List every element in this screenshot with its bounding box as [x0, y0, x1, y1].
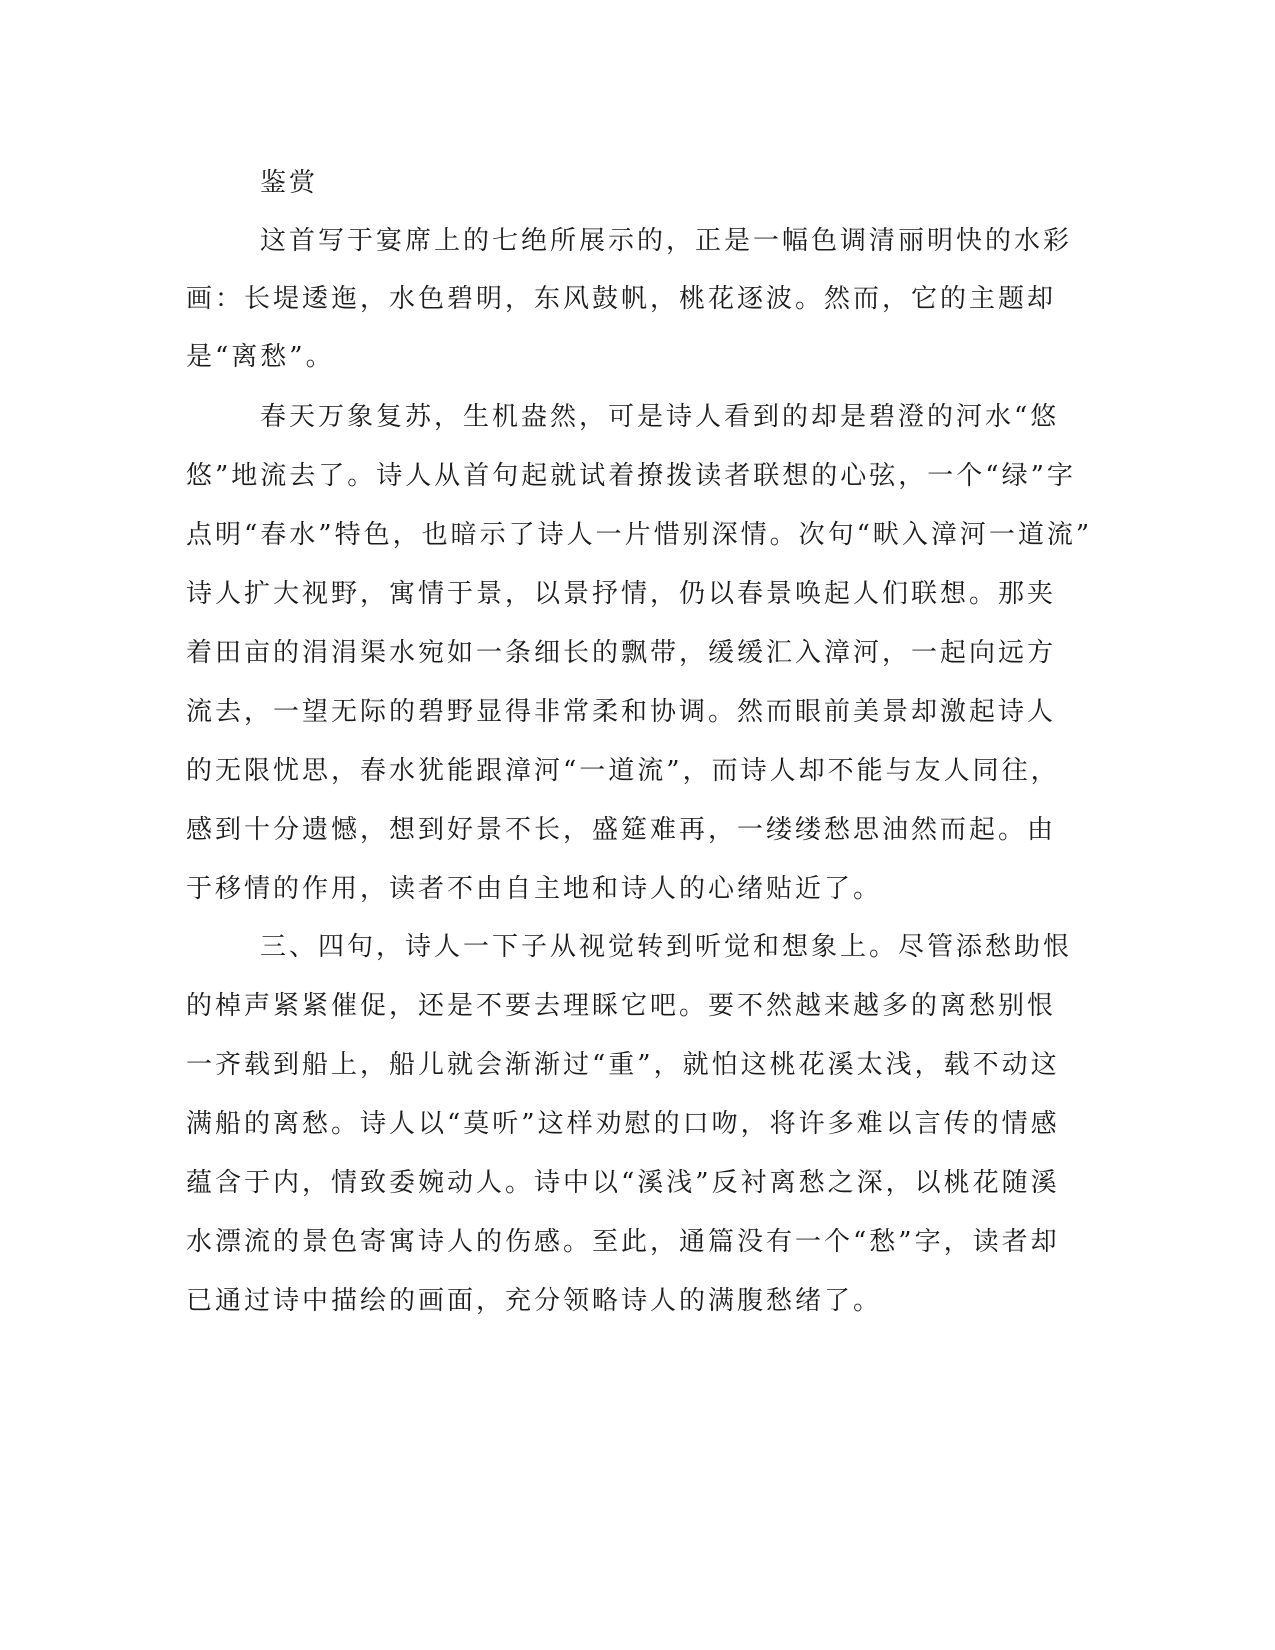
section-heading: 鉴赏	[260, 168, 319, 198]
paragraph-line: 于移情的作用，读者不由自主地和诗人的心绪贴近了。	[186, 874, 883, 904]
paragraph-line: 画：长堤逶迤，水色碧明，东风鼓帆，桃花逐波。然而，它的主题却	[186, 284, 1057, 314]
paragraph-line: 三、四句，诗人一下子从视觉转到听觉和想象上。尽管添愁助恨	[260, 932, 1073, 962]
paragraph-line: 感到十分遗憾，想到好景不长，盛筵难再，一缕缕愁思油然而起。由	[186, 815, 1057, 845]
paragraph-line: 满船的离愁。诗人以“莫听”这样劝慰的口吻，将许多难以言传的情感	[186, 1109, 1060, 1139]
paragraph-line: 流去，一望无际的碧野显得非常柔和协调。然而眼前美景却激起诗人	[186, 697, 1057, 727]
paragraph-line: 已通过诗中描绘的画面，充分领略诗人的满腹愁绪了。	[186, 1286, 883, 1316]
paragraph-line: 蕴含于内，情致委婉动人。诗中以“溪浅”反衬离愁之深，以桃花随溪	[186, 1168, 1060, 1198]
paragraph-line: 悠”地流去了。诗人从首句起就试着撩拨读者联想的心弦，一个“绿”字	[186, 461, 1076, 491]
paragraph-line: 的棹声紧紧催促，还是不要去理睬它吧。要不然越来越多的离愁别恨	[186, 991, 1057, 1021]
paragraph-line: 点明“春水”特色，也暗示了诗人一片惜别深情。次句“畎入漳河一道流”	[186, 520, 1093, 550]
paragraph-line: 这首写于宴席上的七绝所展示的，正是一幅色调清丽明快的水彩	[260, 226, 1073, 256]
paragraph-line: 一齐载到船上，船儿就会渐渐过“重”，就怕这桃花溪太浅，载不动这	[186, 1050, 1060, 1080]
paragraph-line: 春天万象复苏，生机盎然，可是诗人看到的却是碧澄的河水“悠	[260, 402, 1060, 432]
paragraph-line: 是“离愁”。	[186, 342, 335, 372]
paragraph-line: 的无限忧思，春水犹能跟漳河“一道流”，而诗人却不能与友人同往，	[186, 756, 1060, 786]
paragraph-line: 诗人扩大视野，寓情于景，以景抒情，仍以春景唤起人们联想。那夹	[186, 579, 1057, 609]
paragraph-line: 着田亩的涓涓渠水宛如一条细长的飘带，缓缓汇入漳河，一起向远方	[186, 638, 1057, 668]
paragraph-line: 水漂流的景色寄寓诗人的伤感。至此，通篇没有一个“愁”字，读者却	[186, 1227, 1060, 1257]
